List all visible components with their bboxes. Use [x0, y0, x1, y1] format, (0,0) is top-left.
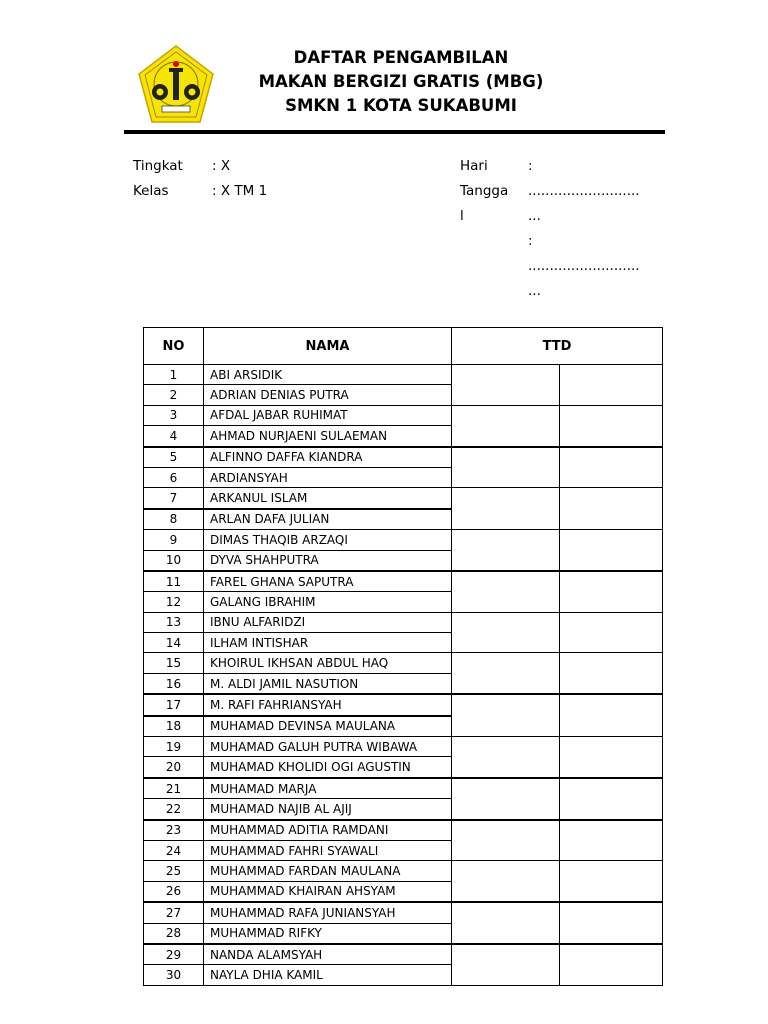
row-number: 24	[144, 840, 204, 860]
row-number: 13	[144, 612, 204, 632]
student-name: MUHAMMAD FARDAN MAULANA	[204, 861, 452, 881]
row-number: 2	[144, 385, 204, 405]
signature-cell-right[interactable]	[560, 612, 663, 653]
student-name: M. ALDI JAMIL NASUTION	[204, 673, 452, 694]
student-name: MUHAMMAD RIFKY	[204, 923, 452, 944]
student-name: ALFINNO DAFFA KIANDRA	[204, 447, 452, 468]
school-logo	[136, 44, 216, 124]
tanggal-colon: :	[528, 233, 533, 249]
student-name: MUHAMAD GALUH PUTRA WIBAWA	[204, 737, 452, 757]
student-name: FAREL GHANA SAPUTRA	[204, 571, 452, 592]
table-row	[144, 820, 663, 841]
row-number: 17	[144, 694, 204, 715]
student-name: DIMAS THAQIB ARZAQI	[204, 530, 452, 550]
student-name: ARDIANSYAH	[204, 467, 452, 487]
student-name: NANDA ALAMSYAH	[204, 944, 452, 965]
hari-dots-2: ...	[528, 208, 541, 224]
student-name: ARKANUL ISLAM	[204, 488, 452, 509]
student-name: GALANG IBRAHIM	[204, 592, 452, 612]
signature-cell-right[interactable]	[560, 820, 663, 861]
student-name: MUHAMMAD RAFA JUNIANSYAH	[204, 902, 452, 923]
student-name: MUHAMAD NAJIB AL AJIJ	[204, 799, 452, 820]
table-row	[144, 612, 663, 632]
table-row	[144, 861, 663, 881]
table-row	[144, 944, 663, 965]
row-number: 10	[144, 550, 204, 571]
row-number: 23	[144, 820, 204, 841]
signature-cell-left[interactable]	[452, 571, 560, 612]
signature-cell-right[interactable]	[560, 778, 663, 820]
header-ttd: TTD	[452, 328, 663, 365]
table-row	[144, 488, 663, 509]
row-number: 25	[144, 861, 204, 881]
row-number: 16	[144, 673, 204, 694]
hari-label: Hari	[460, 158, 488, 174]
signature-cell-left[interactable]	[452, 530, 560, 571]
student-name: KHOIRUL IKHSAN ABDUL HAQ	[204, 653, 452, 673]
table-row	[144, 365, 663, 385]
signature-cell-left[interactable]	[452, 820, 560, 861]
student-name: AHMAD NURJAENI SULAEMAN	[204, 426, 452, 447]
table-header-row	[144, 328, 663, 365]
tingkat-label: Tingkat	[133, 158, 183, 174]
signature-cell-right[interactable]	[560, 694, 663, 736]
student-name: IBNU ALFARIDZI	[204, 612, 452, 632]
signature-cell-left[interactable]	[452, 405, 560, 446]
signature-cell-left[interactable]	[452, 944, 560, 985]
document-title	[216, 46, 586, 118]
table-row	[144, 737, 663, 757]
row-number: 8	[144, 509, 204, 530]
title-line-3: SMKN 1 KOTA SUKABUMI	[285, 96, 517, 115]
student-name: MUHAMAD MARJA	[204, 778, 452, 799]
signature-cell-left[interactable]	[452, 778, 560, 820]
row-number: 11	[144, 571, 204, 592]
header-divider	[124, 130, 665, 134]
student-name: DYVA SHAHPUTRA	[204, 550, 452, 571]
row-number: 1	[144, 365, 204, 385]
row-number: 30	[144, 965, 204, 985]
header-no: NO	[144, 328, 204, 365]
table-row	[144, 405, 663, 425]
header-nama: NAMA	[204, 328, 452, 365]
signature-cell-right[interactable]	[560, 447, 663, 488]
row-number: 19	[144, 737, 204, 757]
signature-cell-right[interactable]	[560, 571, 663, 612]
row-number: 5	[144, 447, 204, 468]
kelas-label: Kelas	[133, 183, 169, 199]
row-number: 4	[144, 426, 204, 447]
table-body	[144, 365, 663, 986]
tingkat-value: : X	[212, 158, 231, 174]
student-name: ABI ARSIDIK	[204, 365, 452, 385]
signature-cell-right[interactable]	[560, 944, 663, 985]
signature-cell-right[interactable]	[560, 405, 663, 446]
row-number: 12	[144, 592, 204, 612]
student-name: MUHAMAD KHOLIDI OGI AGUSTIN	[204, 757, 452, 778]
tanggal-label-2: l	[460, 208, 464, 224]
row-number: 7	[144, 488, 204, 509]
student-name: MUHAMMAD FAHRI SYAWALI	[204, 840, 452, 860]
table-row	[144, 530, 663, 550]
row-number: 14	[144, 633, 204, 653]
student-name: AFDAL JABAR RUHIMAT	[204, 405, 452, 425]
student-name: ILHAM INTISHAR	[204, 633, 452, 653]
row-number: 27	[144, 902, 204, 923]
signature-cell-right[interactable]	[560, 365, 663, 406]
signature-cell-left[interactable]	[452, 447, 560, 488]
row-number: 22	[144, 799, 204, 820]
row-number: 28	[144, 923, 204, 944]
row-number: 6	[144, 467, 204, 487]
table-row	[144, 653, 663, 673]
student-name: MUHAMMAD KHAIRAN AHSYAM	[204, 881, 452, 902]
signature-cell-left[interactable]	[452, 902, 560, 944]
signature-cell-right[interactable]	[560, 737, 663, 778]
title-line-1: DAFTAR PENGAMBILAN	[293, 48, 509, 67]
signature-cell-right[interactable]	[560, 530, 663, 571]
row-number: 26	[144, 881, 204, 902]
row-number: 18	[144, 716, 204, 737]
signature-cell-right[interactable]	[560, 653, 663, 694]
tanggal-dots-1: ..........................	[528, 258, 640, 274]
signature-cell-left[interactable]	[452, 653, 560, 694]
signature-cell-left[interactable]	[452, 365, 560, 406]
table-row	[144, 902, 663, 923]
student-name: MUHAMAD DEVINSA MAULANA	[204, 716, 452, 737]
row-number: 15	[144, 653, 204, 673]
kelas-value: : X TM 1	[212, 183, 268, 199]
signature-cell-left[interactable]	[452, 612, 560, 653]
title-line-2: MAKAN BERGIZI GRATIS (MBG)	[258, 72, 544, 91]
student-name: ARLAN DAFA JULIAN	[204, 509, 452, 530]
row-number: 21	[144, 778, 204, 799]
student-name: ADRIAN DENIAS PUTRA	[204, 385, 452, 405]
student-name: NAYLA DHIA KAMIL	[204, 965, 452, 985]
signature-cell-left[interactable]	[452, 737, 560, 778]
attendance-table	[143, 327, 663, 986]
signature-cell-left[interactable]	[452, 694, 560, 736]
row-number: 29	[144, 944, 204, 965]
signature-cell-right[interactable]	[560, 488, 663, 530]
signature-cell-left[interactable]	[452, 488, 560, 530]
row-number: 9	[144, 530, 204, 550]
hari-value: :	[528, 158, 533, 174]
tanggal-dots-2: ...	[528, 283, 541, 299]
tanggal-label-1: Tangga	[460, 183, 509, 199]
signature-cell-left[interactable]	[452, 861, 560, 902]
student-name: M. RAFI FAHRIANSYAH	[204, 694, 452, 715]
row-number: 3	[144, 405, 204, 425]
signature-cell-right[interactable]	[560, 902, 663, 944]
student-name: MUHAMMAD ADITIA RAMDANI	[204, 820, 452, 841]
signature-cell-right[interactable]	[560, 861, 663, 902]
table-row	[144, 694, 663, 715]
table-row	[144, 778, 663, 799]
row-number: 20	[144, 757, 204, 778]
table-row	[144, 571, 663, 592]
table-row	[144, 447, 663, 468]
hari-dots-1: ..........................	[528, 183, 640, 199]
